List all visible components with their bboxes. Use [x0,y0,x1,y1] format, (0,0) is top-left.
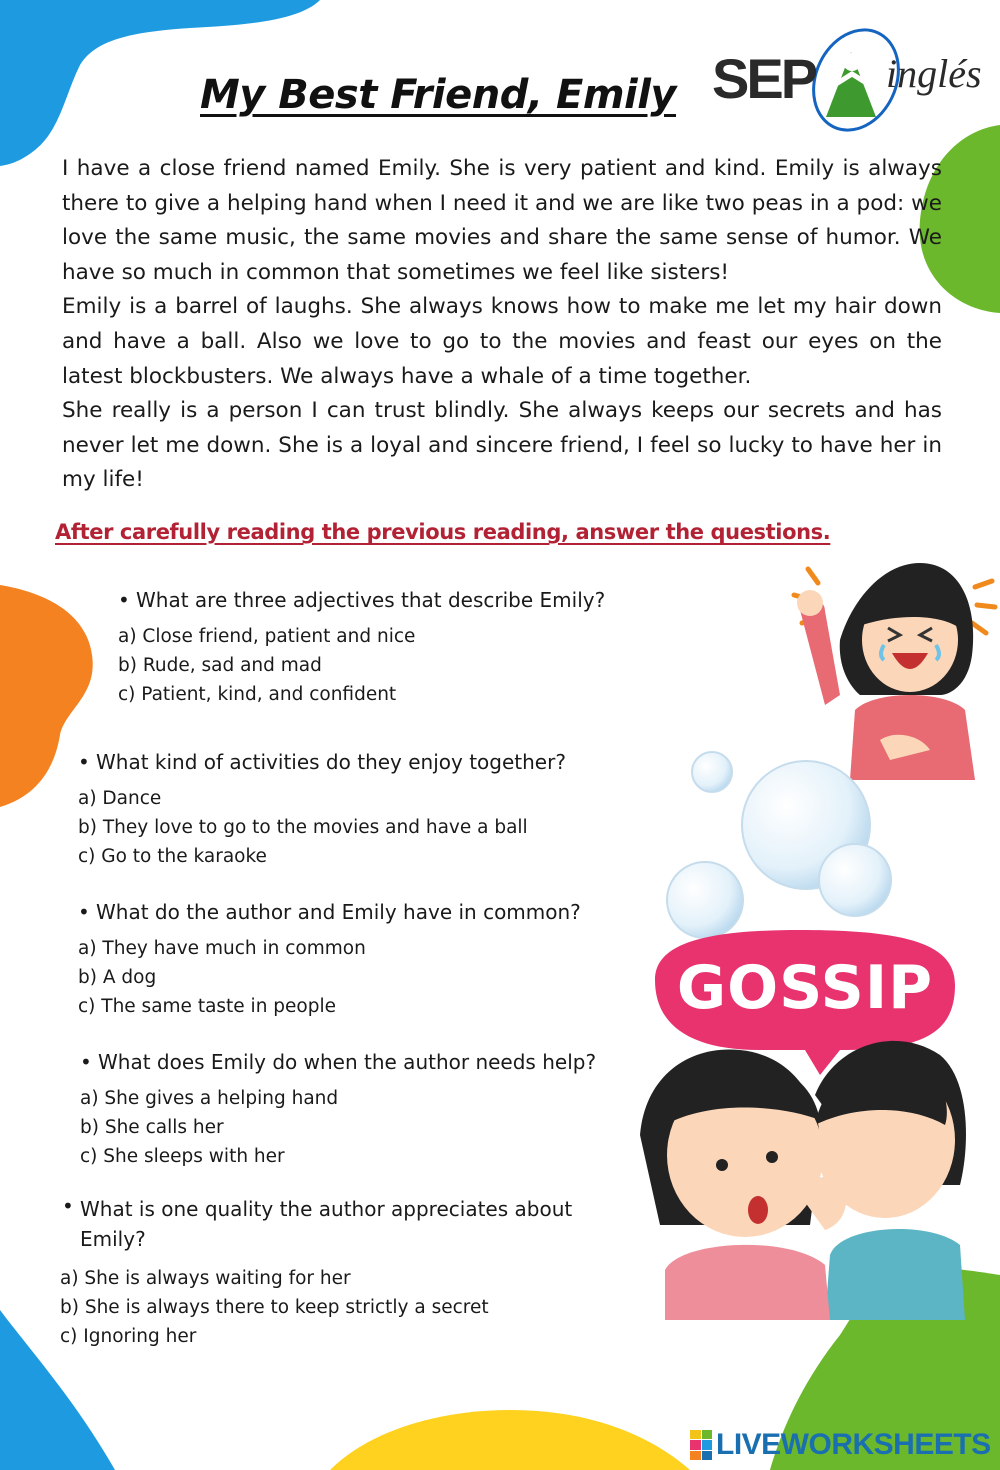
yellow-blob-bottom [330,1410,690,1470]
question-text: What are three adjectives that describe Emily? [136,588,606,612]
bullet-icon: • [118,588,130,612]
instruction-text: After carefully reading the previous reading, answer the questions. [55,520,831,544]
logo-ingles-text: inglés [886,51,982,96]
question-block [80,1050,620,1171]
logo-sep-text: SEP [712,47,816,110]
question-block [78,750,618,871]
question-block [118,588,638,709]
answer-option[interactable]: c) Patient, kind, and confident [118,684,397,705]
bullet-icon: • [78,750,90,774]
answer-option[interactable]: c) She sleeps with her [80,1146,285,1167]
bullet-icon: • [78,900,90,924]
question-text: What kind of activities do they enjoy together? [96,750,566,774]
sep-ingles-logo [706,22,996,140]
question-text: What do the author and Emily have in common? [96,900,581,924]
answer-option[interactable]: a) Dance [78,788,162,809]
reading-passage [62,152,942,498]
answer-option[interactable]: a) She gives a helping hand [80,1088,339,1109]
question-block [78,900,618,1021]
bullet-icon: • [62,1194,74,1218]
liveworksheets-logo [690,1428,991,1462]
liveworksheets-mark-icon [690,1430,712,1460]
reading-paragraph: She really is a person I can trust blindly. She always keeps our secrets and has never let me down. She is a loyal and sincere friend, I feel so lucky to have her in my life! [62,398,942,493]
page-title: My Best Friend, Emily [200,72,677,118]
answer-option[interactable]: b) A dog [78,967,157,988]
reading-paragraph: Emily is a barrel of laughs. She always knows how to make me let my hair down and have a ball. Also we love to go to the movies and feast our eyes on the latest blockbusters. We always have a whale of a time together. [62,294,942,389]
liveworksheets-text: LIVEWORKSHEETS [716,1428,991,1461]
answer-option[interactable]: c) Go to the karaoke [78,846,267,867]
gossip-label: GOSSIP [676,953,934,1023]
answer-option[interactable]: b) She is always there to keep strictly a secret [60,1297,489,1318]
answer-option[interactable]: b) She calls her [80,1117,224,1138]
answer-option[interactable]: a) She is always waiting for her [60,1268,351,1289]
bubbles-illustration [660,740,900,950]
question-text: What is one quality the author appreciates about Emily? [80,1197,573,1251]
answer-option[interactable]: b) Rude, sad and mad [118,655,322,676]
answer-option[interactable]: a) They have much in common [78,938,366,959]
reading-paragraph: I have a close friend named Emily. She is very patient and kind. Emily is always there to give a helping hand when I need it and we are like two peas in a pod: we love the same music, the same movies and share the same sense of humor. We have so much in common that sometimes we feel like sisters! [62,156,942,285]
answer-option[interactable]: b) They love to go to the movies and have a ball [78,817,528,838]
question-block [62,1194,582,1351]
answer-option[interactable]: c) The same taste in people [78,996,337,1017]
answer-option[interactable]: c) Ignoring her [60,1326,197,1347]
answer-option[interactable]: a) Close friend, patient and nice [118,626,416,647]
bullet-icon: • [80,1050,92,1074]
question-text: What does Emily do when the author needs help? [98,1050,597,1074]
gossip-illustration [640,925,970,1345]
